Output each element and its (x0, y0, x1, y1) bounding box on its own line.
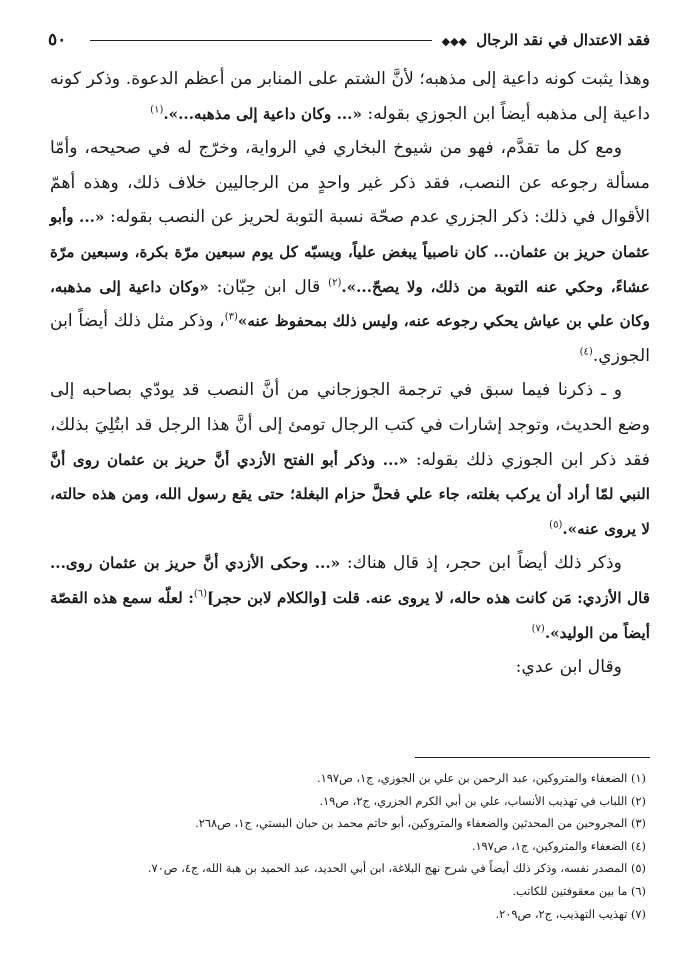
paragraph-text: وهذا يثبت كونه داعية إلى مذهبه؛ لأنَّ الشتم على المنابر من أعظم الدعوة. وذكر كونه داعية إلى مذهبه أيضاً ابن الجوزي بقوله: (50, 69, 650, 124)
footnote-item: (٧) تهذيب التهذيب، ج٢، ص٢٠٩. (495, 906, 646, 921)
paragraph-text: وذكر ذلك أيضاً ابن حجر، إذ قال هناك: (340, 553, 622, 574)
paragraph-text: قال ابن حِبّان: (208, 276, 329, 297)
footnote-ref[interactable]: (٤) (579, 346, 593, 358)
footnote-ref[interactable]: (٥) (549, 518, 563, 530)
quotation: «... وحكى الأزدي أنَّ حريز بن عثمان روى... قال الأزدي: مَن كانت هذه حاله، لا يروى عنه. قلت [والكلام لابن حجر] (50, 554, 650, 607)
footnote-ref[interactable]: (١) (150, 103, 164, 115)
paragraph-2 (50, 131, 650, 373)
footnote-item: (٥) المصدر نفسه، وذكر ذلك أيضاً في شرح نهج البلاغة، ابن أبي الحديد، عبد الحميد بن هبة الله، ج٤، ص٧٠. (147, 861, 646, 876)
page-header (48, 26, 650, 54)
quotation: : لعلّه سمع هذه القصّة أيضاً من الوليد». (50, 588, 650, 642)
paragraph-5 (50, 650, 650, 685)
footnote-ref[interactable]: (٢) (328, 276, 342, 288)
footnote-ref[interactable]: (٧) (531, 622, 545, 634)
paragraph-text: و ـ ذكرنا فيما سبق في ترجمة الجوزجاني من أنَّ النصب قد يودّي بصاحبه إلى وضع الحديث، وتوجد إشارات في كتب الرجال تومئ إلى أنَّ هذا الرجل قد ابتُلِيَ بذلك، فقد ذكر ابن الجوزي ذلك بقوله: (50, 380, 651, 470)
paragraph-text: ومع كل ما تقدَّم، فهو من شيوخ البخاري في الرواية، وخرّج له في صحيحه، وأمّا مسألة رجوعه عن النصب، فقد ذكر غير واحدٍ من الرجاليين خلاف ذلك، وهذه أهمّ الأقوال في ذلك: ذكر الجزري عدم صحّة نسبة التوبة لحريز عن النصب بقوله: (50, 138, 650, 228)
page-number: ٥٠ (48, 30, 67, 50)
quotation: «... وذكر أبو الفتح الأزدي أنَّ حريز بن عثمان روى أنَّ النبي لمّا أراد أن يركب بغلته، جاء علي فحلَّ حزام البغلة؛ حتى يقع رسول الله، ومن هذه حالته، لا يروى عنه». (50, 450, 650, 538)
footnote-item: (٣) المجروحين من المحدثين والضعفاء والمتروكين، أبو حاتم محمد بن حبان البستي، ج١، ص٢٦٨. (195, 816, 646, 831)
paragraph-text: ، وذكر مثل ذلك أيضاً ابن الجوزي. (50, 311, 650, 366)
running-title-text: فقد الاعتدال في نقد الرجال (476, 31, 650, 49)
quotation: «... وأبو عثمان حريز بن عثمان... كان ناصبياً يبغض علياً، ويسبّه كل يوم سبعين مرّة بكرة، وسبعين مرّة عشاءً، وحكي عنه التوبة من ذلك، ولا يصحّ...». (50, 208, 650, 296)
footnote-item: (٦) ما بين معقوفتين للكاتب. (512, 883, 646, 898)
footnote-item: (٢) اللباب في تهذيب الأنساب، علي بن أبي الكرم الجزري، ج٢، ص١٩. (319, 793, 646, 808)
footnote-item: (١) الضعفاء والمتروكين، عبد الرحمن بن علي بن الجوزي، ج١، ص١٩٧. (316, 771, 646, 785)
quotation: «وكان داعية إلى مذهبه، وكان علي بن عياش يحكي رجوعه عنه، وليس ذلك بمحفوظ عنه» (50, 277, 650, 331)
running-title (442, 31, 650, 49)
main-text (50, 62, 650, 685)
paragraph-1 (50, 62, 650, 131)
paragraph-text: وقال ابن عدي: (515, 657, 622, 678)
footnote-ref[interactable]: (٣) (224, 311, 238, 323)
footnotes (50, 767, 646, 925)
paragraph-4 (50, 546, 650, 650)
paragraph-3 (50, 373, 650, 546)
footnote-item: (٤) الضعفاء والمتروكين، ج١، ص١٩٧. (471, 838, 646, 853)
footnote-ref[interactable]: (٦) (193, 588, 207, 600)
header-rule (90, 40, 432, 41)
diamond-ornament-icon: ◆◆◆ (441, 35, 468, 48)
quotation: «... وكان داعية إلى مذهبه...». (163, 104, 362, 123)
footnote-separator (415, 757, 650, 758)
